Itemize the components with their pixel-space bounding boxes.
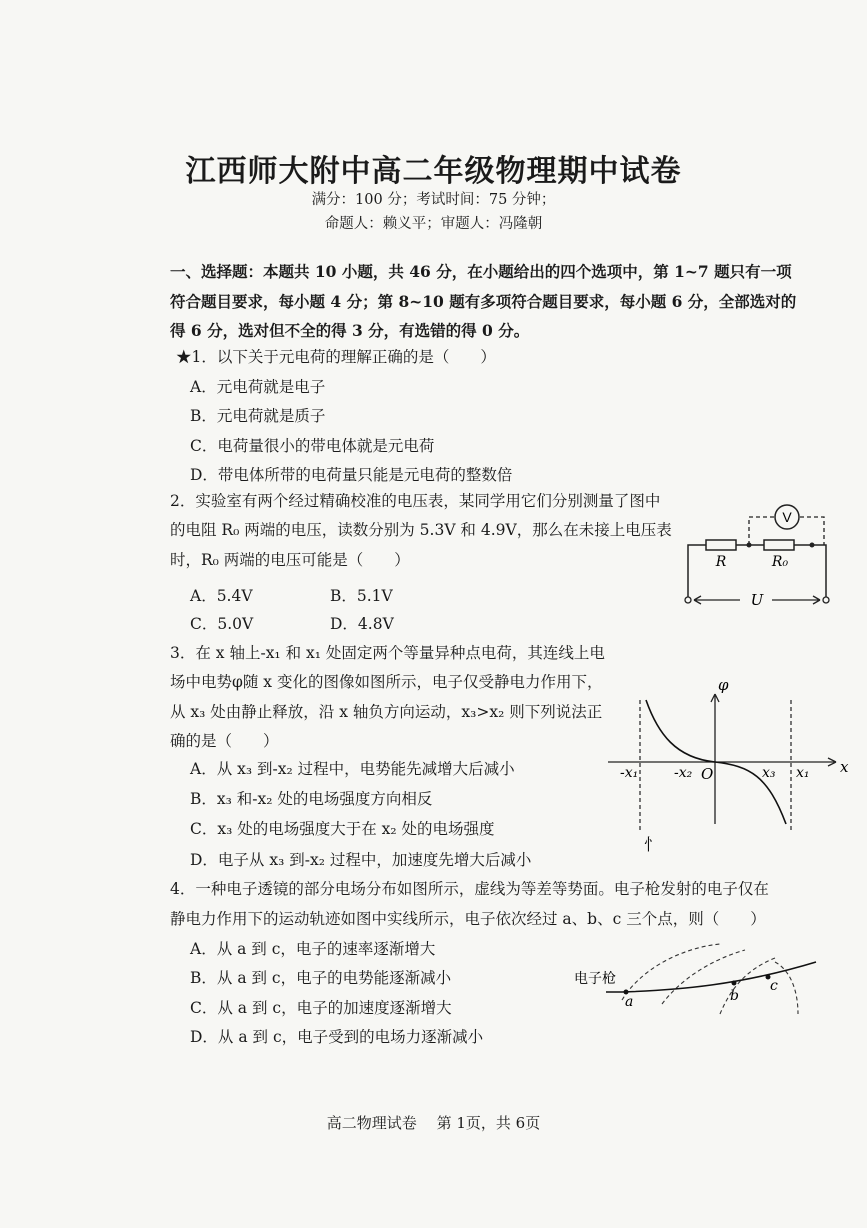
resistor-r0 [764,540,794,550]
q3-option-c: C．x₃ 处的电场强度大于在 x₂ 处的电场强度 [190,820,495,838]
voltage-label: U [750,591,764,609]
q3-option-b: B．x₃ 和-x₂ 处的电场强度方向相反 [190,790,433,808]
q4-option-b: B．从 a 到 c，电子的电势能逐渐减小 [190,969,452,987]
handwritten-mark: 忄 [644,835,661,854]
x-axis-label: x [840,758,849,776]
phi-label: φ [718,676,729,694]
q4-option-d: D．从 a 到 c，电子受到的电场力逐渐减小 [190,1028,484,1046]
resistor-r [706,540,736,550]
electron-trajectory [622,962,816,992]
x3-label: x₃ [762,765,776,781]
section-intro-line-1: 一、选择题：本题共 10 小题，共 46 分，在小题给出的四个选项中，第 1~7 题只有一项 [170,262,792,281]
q2-circuit-figure [680,500,840,610]
q1-option-b: B．元电荷就是质子 [190,407,326,425]
exam-title: 江西师大附中高二年级物理期中试卷 [185,154,682,189]
section-intro-line-2: 符合题目要求，每小题 4 分；第 8~10 题有多项符合题目要求，每小题 6 分，全部选对的 [170,292,797,311]
resistor-r-label: R [715,554,727,570]
point-b-label: b [730,988,739,1004]
q3-stem-line-2: 场中电势φ随 x 变化的图像如图所示，电子仅受静电力作用下， [170,673,603,691]
x1-label: x₁ [796,765,810,781]
q2-option-d: D．4.8V [330,615,394,633]
q3-stem-line-3: 从 x₃ 处由静止释放，沿 x 轴负方向运动，x₃>x₂ 则下列说法正 [170,703,603,721]
origin-label: O [701,765,714,783]
resistor-r0-label: R₀ [771,554,789,570]
q2-stem-line-1: 2．实验室有两个经过精确校准的电压表，某同学用它们分别测量了图中 [170,492,661,510]
q1-option-a: A．元电荷就是电子 [190,378,326,396]
q2-stem-line-3: 时，R₀ 两端的电压可能是（ ） [170,551,410,569]
q2-stem-line-2: 的电阻 R₀ 两端的电压，读数分别为 5.3V 和 4.9V，那么在未接上电压表 [170,521,672,539]
q4-electron-lens-figure [570,940,820,1020]
section-intro-line-3: 得 6 分，选对但不全的得 3 分，有选错的得 0 分。 [170,321,530,340]
q1-option-d: D．带电体所带的电荷量只能是元电荷的整数倍 [190,466,513,484]
point-c-label: c [770,978,778,994]
voltmeter-label: V [782,509,792,525]
electron-gun-label: 电子枪 [574,971,616,987]
q1-stem: ★1．以下关于元电荷的理解正确的是（ ） [176,348,496,366]
equipotential-line-3 [720,958,775,1014]
q4-stem-line-2: 静电力作用下的运动轨迹如图中实线所示，电子依次经过 a、b、c 三个点，则（ ） [170,910,766,928]
exam-meta: 满分：100 分；考试时间：75 分钟； [311,192,556,208]
neg-x2-label: -x₂ [674,765,693,781]
q1-option-c: C．电荷量很小的带电体就是元电荷 [190,437,435,455]
q3-stem-line-1: 3．在 x 轴上-x₁ 和 x₁ 处固定两个等量异种点电荷，其连线上电 [170,644,605,662]
q2-option-a: A．5.4V [190,587,253,605]
q3-option-a: A．从 x₃ 到-x₂ 过程中，电势能先减增大后减小 [190,760,515,778]
q3-potential-graph [600,672,850,852]
page-footer: 高二物理试卷 第 1页，共 6页 [326,1114,541,1132]
neg-x1-label: -x₁ [620,765,639,781]
exam-authors: 命题人：赖义平；审题人：冯隆朝 [324,216,543,232]
q2-option-c: C．5.0V [190,615,254,633]
q3-option-d: D．电子从 x₃ 到-x₂ 过程中，加速度先增大后减小 [190,851,532,869]
q2-option-b: B．5.1V [330,587,393,605]
q4-option-c: C．从 a 到 c，电子的加速度逐渐增大 [190,999,452,1017]
q4-stem-line-1: 4．一种电子透镜的部分电场分布如图所示，虚线为等差等势面。电子枪发射的电子仅在 [170,880,769,898]
point-a-label: a [625,994,634,1010]
q4-option-a: A．从 a 到 c，电子的速率逐渐增大 [190,940,436,958]
q3-stem-line-4: 确的是（ ） [170,732,279,750]
